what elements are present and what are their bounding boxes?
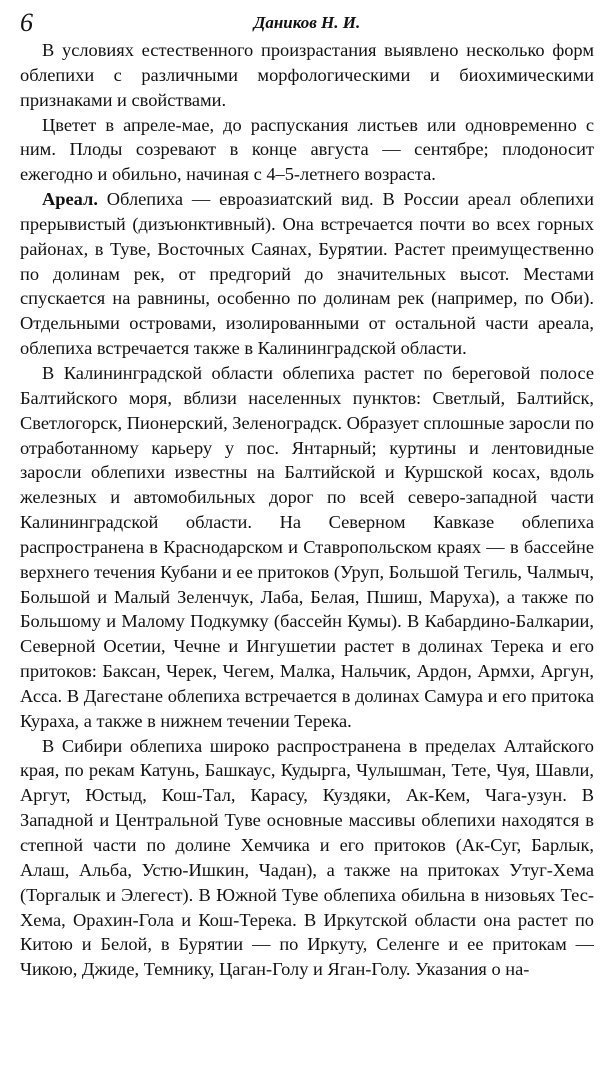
running-head-author: Даников Н. И. <box>253 13 361 32</box>
body-text <box>20 38 594 982</box>
section-term: Ареал. <box>42 189 98 210</box>
paragraph <box>20 361 594 734</box>
paragraph-text: В условиях естественного произрастания выявлено несколько форм облепихи с различными морфологическими и биохимическими признаками и свойствами. <box>20 40 594 110</box>
paragraph-text: В Сибири облепиха широко распространена в пределах Алтайского края, по рекам Катунь, Башкаус, Кудырга, Чулышман, Тете, Чуя, Шавли, Аргут, Юстыд, Кош-Тал, Карасу, Куздяки, Ак-Кем, Чага-узун. В Западной и Центральной Туве основные массивы облепихи находятся в степной части по долине Хемчика и его притоков (Ак-Суг, Барлык, Алаш, Альба, Устю-Ишкин, Чадан), а также на притоках Утуг-Хема (Торгалык и Элегест). В Южной Туве облепиха обильна в низовьях Тес-Хема, Орахин-Гола и Кош-Терека. В Иркутской области она растет по Китою и Белой, в Бурятии — по Иркуту, Селенге и ее притокам — Чикою, Джиде, Темнику, Цаган-Голу и Яган-Голу. Указания о на- <box>20 735 594 980</box>
paragraph <box>20 734 594 982</box>
page-number: 6 <box>20 8 33 37</box>
book-page <box>20 0 594 1068</box>
paragraph <box>20 187 594 361</box>
paragraph-text: В Калининградской области облепиха растет по береговой полосе Балтийского моря, вблизи населенных пунктов: Светлый, Балтийск, Светлогорск, Пионерский, Зеленоградск. Образует сплошные заросли по отработанному карьеру у пос. Янтарный; куртины и лентовидные заросли облепихи известны на Балтийской и Куршской косах, вдоль железных и автомобильных дорог по всей северо-западной части Калининградской области. На Северном Кавказе облепиха распространена в Краснодарском и Ставропольском краях — в бассейне верхнего течения Кубани и ее притоков (Уруп, Большой Тегиль, Чалмыч, Большой и Малый Зеленчук, Лаба, Белая, Пшиш, Маруха), а также по Большому и Малому Подкумку (бассейн Кумы). В Кабардино-Балкарии, Северной Осетии, Чечне и Ингушетии растет в долинах Терека и его притоков: Баксан, Черек, Чегем, Малка, Нальчик, Ардон, Армхи, Аргун, Асса. В Дагестане облепиха встречается в долинах Самура и его притока Кураха, а также в нижнем течении Терека. <box>20 362 594 731</box>
paragraph-text: Цветет в апреле-мае, до распускания листьев или одновременно с ним. Плоды созревают в конце августа — сентябре; плодоносит ежегодно и обильно, начиная с 4–5-летнего возраста. <box>20 114 594 185</box>
page-header <box>20 0 594 38</box>
paragraph-text: Облепиха — евроазиатский вид. В России ареал облепихи прерывистый (дизъюнктивный). Она встречается почти во всех горных районах, в Туве, Восточных Саянах, Бурятии. Растет преимущественно по долинам рек, от предгорий до значительных высот. Местами спускается на равнины, особенно по долинам рек (например, по Оби). Отдельными островами, изолированными от остальной части ареала, облепиха встречается также в Калининградской области. <box>20 189 594 359</box>
paragraph <box>20 113 594 188</box>
paragraph <box>20 38 594 113</box>
